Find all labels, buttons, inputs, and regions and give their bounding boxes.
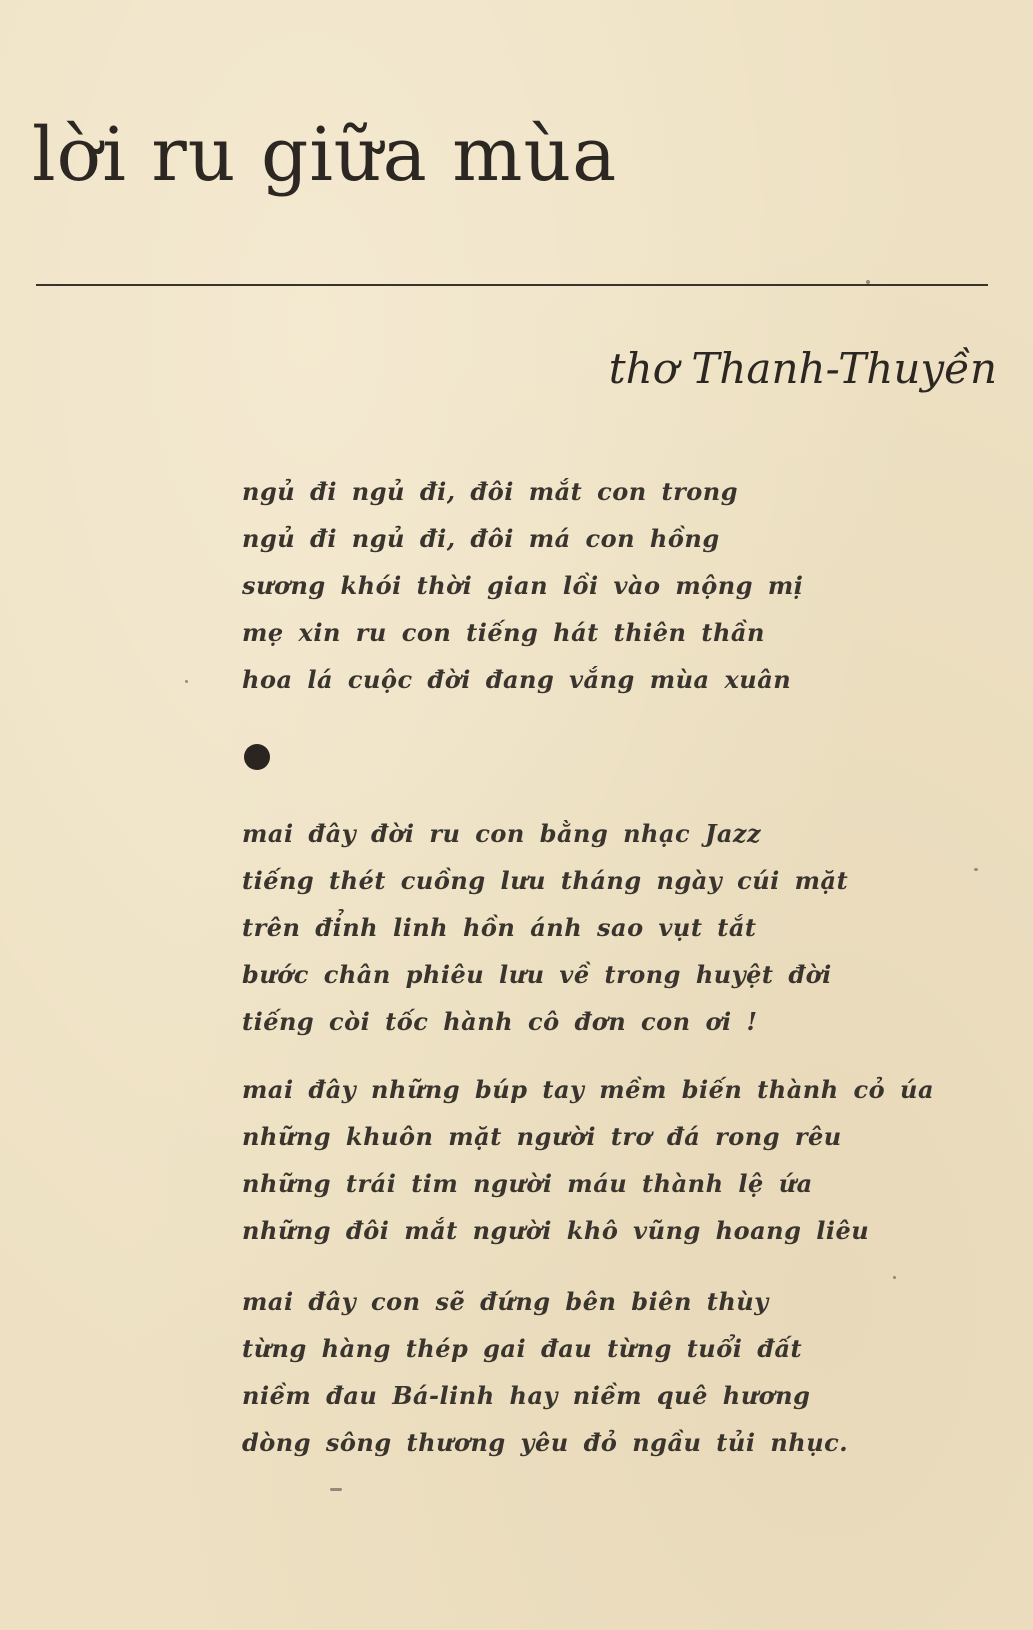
stanza-2 <box>242 810 848 1045</box>
paper-speck <box>893 1276 896 1279</box>
poem-line: tiếng còi tốc hành cô đơn con ơi ! <box>242 1007 758 1036</box>
poem-line: mai đây những búp tay mềm biến thành cỏ úa <box>242 1075 934 1104</box>
paper-speck <box>866 280 870 284</box>
poem-line: trên đỉnh linh hồn ánh sao vụt tắt <box>242 913 757 942</box>
poem-title: lời ru giữa mùa <box>32 112 618 198</box>
poem-line: mẹ xin ru con tiếng hát thiên thần <box>242 618 765 647</box>
stanza-3 <box>242 1066 934 1254</box>
poem-line: mai đây đời ru con bằng nhạc Jazz <box>242 819 762 848</box>
poem-line: ngủ đi ngủ đi, đôi mắt con trong <box>242 477 738 506</box>
poem-line: niềm đau Bá-linh hay niềm quê hương <box>242 1381 811 1410</box>
poem-line: tiếng thét cuồng lưu tháng ngày cúi mặt <box>242 866 849 895</box>
poem-line: mai đây con sẽ đứng bên biên thùy <box>242 1287 769 1316</box>
paper-speck <box>330 1488 342 1491</box>
poem-line: ngủ đi ngủ đi, đôi má con hồng <box>242 524 720 553</box>
poem-line: bước chân phiêu lưu về trong huyệt đời <box>242 960 832 989</box>
stanza-4 <box>242 1278 848 1466</box>
paper-speck <box>974 868 978 871</box>
poem-byline: thơ Thanh-Thuyền <box>608 344 997 393</box>
stanza-1 <box>242 468 803 703</box>
poem-line: dòng sông thương yêu đỏ ngầu tủi nhục. <box>242 1428 849 1457</box>
paper-speck <box>185 680 188 683</box>
poem-line: những trái tim người máu thành lệ ứa <box>242 1169 813 1198</box>
poem-line: từng hàng thép gai đau từng tuổi đất <box>242 1334 803 1363</box>
poem-line: hoa lá cuộc đời đang vắng mùa xuân <box>242 665 792 694</box>
poem-line: sương khói thời gian lồi vào mộng mị <box>242 571 804 600</box>
poem-line: những đôi mắt người khô vũng hoang liêu <box>242 1216 870 1245</box>
poem-line: những khuôn mặt người trơ đá rong rêu <box>242 1122 842 1151</box>
title-divider <box>36 284 988 286</box>
section-bullet-icon <box>244 744 270 770</box>
